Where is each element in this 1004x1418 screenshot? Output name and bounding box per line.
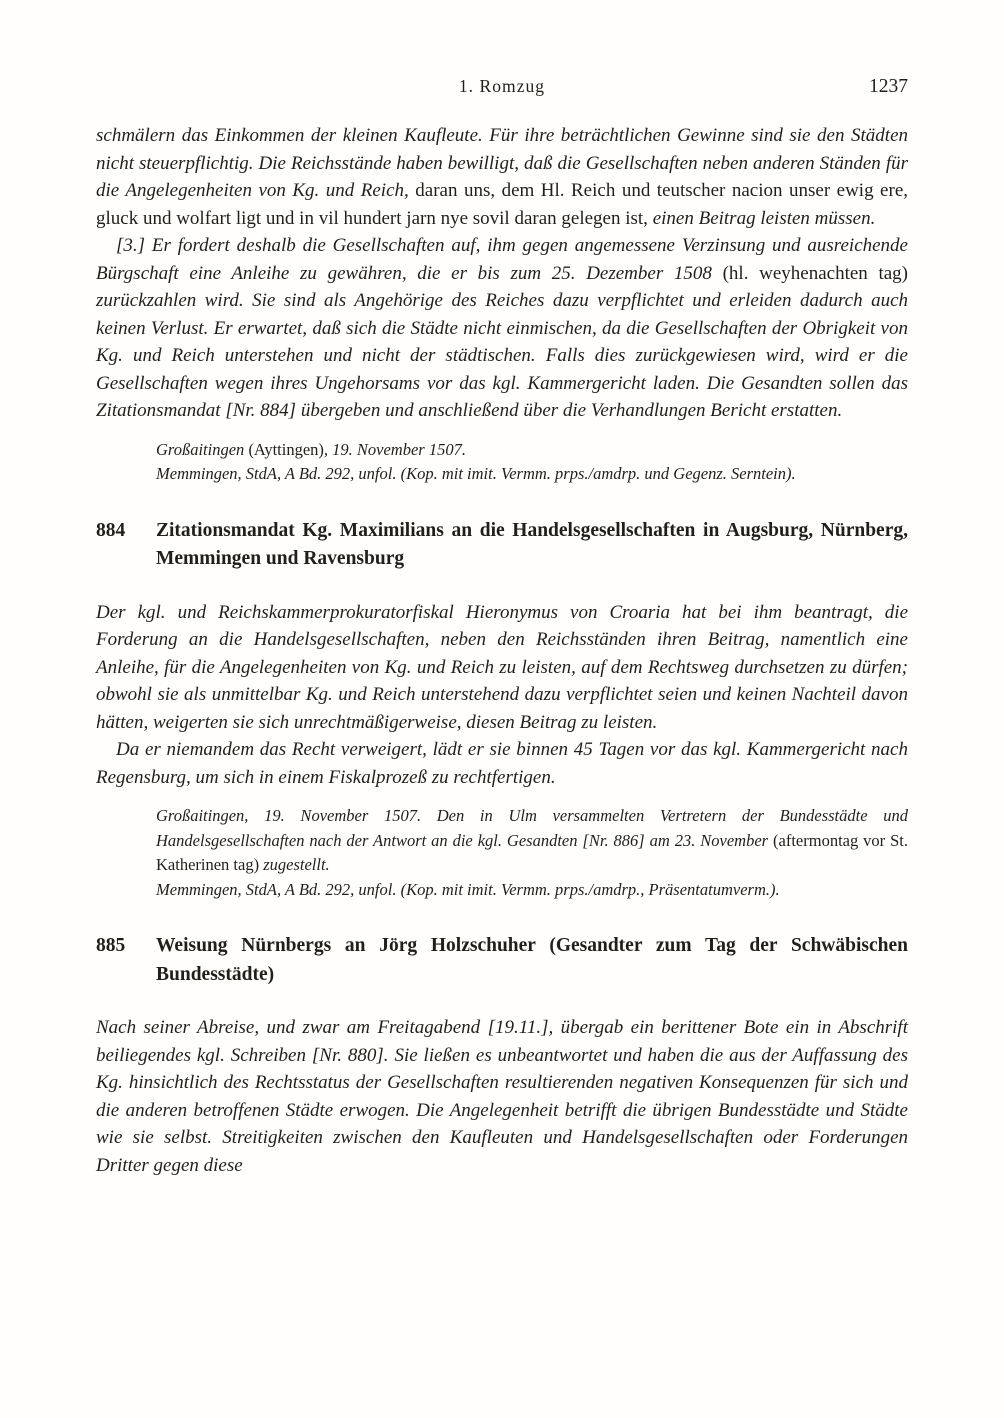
entry-number: 884 (96, 519, 126, 541)
paragraph: Da er niemandem das Recht verweigert, lädt er sie binnen 45 Tagen vor das kgl. Kammergericht nach Regensburg, um sich in einem Fiskalprozeß zu rechtfertigen. (96, 739, 908, 788)
source-note-line (156, 804, 908, 878)
source-note (156, 804, 908, 902)
entry-885 (96, 932, 908, 1179)
text-segment-italic: zurückzahlen wird. Sie sind als Angehörige des Reiches dazu verpflichtet und erleiden dadurch auch keinen Verlust. Er erwartet, daß sich die Städte nicht einmischen, da die Gesellschaften der Obrigkeit von Kg. und Reich unterstehen und nicht der städtischen. Falls dies zurückgewiesen wird, wird er die Gesellschaften wegen ihres Ungehorsams vor das kgl. Kammergericht laden. Die Gesandten sollen das Zitationsmandat [Nr. 884] übergeben und anschließend über die Verhandlungen Bericht erstatten. (96, 290, 908, 421)
entry-883-continuation (96, 122, 908, 487)
text-segment-italic: Großaitingen, 19. November 1507. Den in Ulm versammelten Vertretern der Bundesstädte und Handelsgesellschaften nach der Antwort an die kgl. Gesandten [Nr. 886] am 23. November (156, 806, 908, 850)
page-body (96, 122, 908, 1179)
running-title: 1. Romzug (458, 76, 546, 96)
text-segment-italic: zugestellt. (263, 855, 330, 874)
text-segment-quote: (hl. weyhenachten tag) (722, 262, 909, 284)
text-segment-quote: daran uns, dem Hl. Reich und teutscher nacion unser ewig ere, gluck und wolfart ligt und in vil hundert jarn nye sovil daran gelegen ist, (96, 180, 908, 229)
entry-884 (96, 517, 908, 903)
text-segment-italic: [3.] Er fordert deshalb die Gesellschaften auf, ihm gegen angemessene Verzinsung und ausreichende Bürgschaft eine Anleihe zu gewähren, die er bis zum 25. Dezember 1508 (96, 235, 908, 284)
entry-number: 885 (96, 935, 126, 956)
text-segment-italic: Großaitingen (156, 439, 249, 459)
entry-title: Zitationsmandat Kg. Maximilians an die Handelsgesellschaften in Augsburg, Nürnberg, Memmingen und Ravensburg (156, 519, 908, 569)
page-header (96, 76, 908, 98)
paragraph (96, 122, 908, 232)
entry-title: Weisung Nürnbergs an Jörg Holzschuher (Gesandter zum Tag der Schwäbischen Bundesstädte) (156, 935, 908, 985)
source-note-line: Memmingen, StdA, A Bd. 292, unfol. (Kop. mit imit. Vermm. prps./amdrp. und Gegenz. Serntein). (156, 464, 796, 483)
paragraph: Der kgl. und Reichskammerprokuratorfiskal Hieronymus von Croaria hat bei ihm beantragt, die Forderung an die Handelsgesellschaften, neben den Reichsständen ihren Beitrag, namentlich eine Anleihe, für die Angelegenheiten von Kg. und Reich zu leisten, auf dem Rechtsweg durchsetzen zu dürfen; obwohl sie als unmittelbar Kg. und Reich unterstehend dazu verpflichtet seien und keinen Nachteil davon hätten, weigerten sie sich unrechtmäßigerweise, diesen Beitrag zu leisten. (96, 601, 908, 733)
text-segment-quote: (aftermontag vor St. Katherinen tag) (156, 830, 908, 874)
page-number: 1237 (869, 76, 908, 97)
entry-heading (96, 517, 908, 574)
text-segment-quote: (Ayttingen) (248, 439, 324, 459)
text-segment-italic: einen Beitrag leisten müssen. (652, 207, 876, 229)
entry-heading (96, 932, 908, 989)
text-segment-italic: schmälern das Einkommen der kleinen Kaufleute. Für ihre beträchtlichen Gewinne sind sie den Städten nicht steuerpflichtig. Die Reichsstände haben bewilligt, daß die Gesellschaften neben anderen Ständen für die Angelegenheiten von Kg. und Reich, (96, 125, 908, 201)
paragraph: Nach seiner Abreise, und zwar am Freitagabend [19.11.], übergab ein berittener Bote ein in Abschrift beiliegendes kgl. Schreiben [Nr. 880]. Sie ließen es unbeantwortet und haben die aus der Auffassung des Kg. hinsichtlich des Rechtsstatus der Gesellschaften resultierenden negativen Konsequenzen für sich und die anderen betroffenen Städte erwogen. Die Angelegenheit betrifft die übrigen Bundesstädte und Städte wie sie selbst. Streitigkeiten zwischen den Kaufleuten und Handelsgesellschaften oder Forderungen Dritter gegen diese (96, 1017, 908, 1176)
source-note-line (156, 438, 908, 463)
text-segment-italic: , 19. November 1507. (323, 439, 466, 459)
source-note-line: Memmingen, StdA, A Bd. 292, unfol. (Kop. mit imit. Vermm. prps./amdrp., Präsentatumverm.). (156, 879, 780, 899)
paragraph (96, 232, 908, 425)
source-note (156, 438, 908, 487)
